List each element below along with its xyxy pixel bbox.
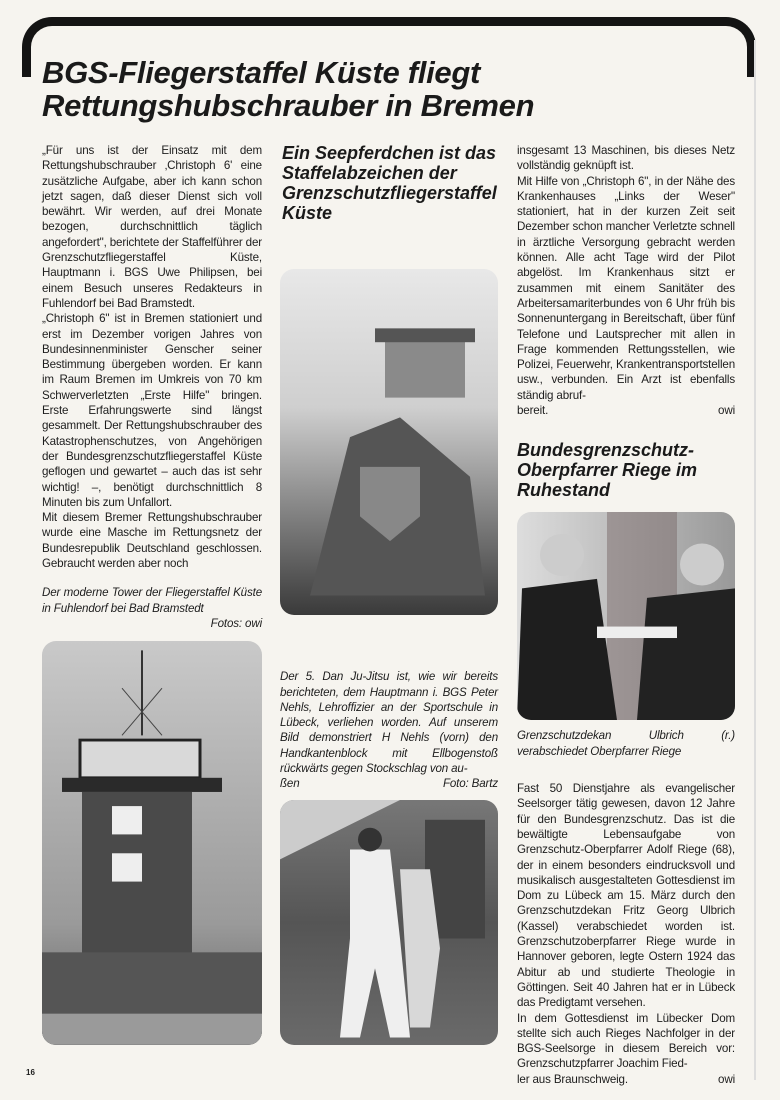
paragraph: „Christoph 6" ist in Bremen stationiert und erst im Dezember vorigen Jahres von Bundesinnenminister Genscher seiner Bestimmung übergeben worden. Er kann im Raum Bremen im Umkreis von 70 km Schwerverletzten „Erste Hilfe" bringen. Erste Erfahrungswerte sind längst gesammelt. Der Rettungshubschrauber des Katastrophenschutzes, von Angehörigen der Bundesgrenzschutzfliegerstaffel Küste geflogen und gewartet – auch das ist sehr wichtig! –, benötigt durchschnittlich 8 Minuten bis zum Unfallort. bbox=[42, 312, 262, 509]
tower-photo bbox=[42, 641, 262, 1045]
caption-text: Der 5. Dan Ju-Jitsu ist, wie wir bereits berichteten, dem Hauptmann i. BGS Peter Nehls, Lehroffizier an der Sportschule in Lübeck, verliehen worden. Auf unserem Bild demonstriert H Nehls (vorn) den Handkantenblock mit Ellbogenstoß rückwärts gegen Stockschlag von au- bbox=[280, 670, 498, 776]
article-column-1 bbox=[42, 143, 262, 571]
paragraph: Mit diesem Bremer Rettungshubschrauber wurde eine Masche im Rettungsnetz der Bundesrepublik Deutschland geschlossen. Gebraucht werden aber noch bbox=[42, 511, 262, 571]
jujitsu-illustration bbox=[280, 800, 498, 1045]
tower-illustration bbox=[42, 641, 262, 1045]
headline bbox=[42, 56, 752, 122]
column-2 bbox=[280, 143, 498, 1045]
paragraph-end: ler aus Braunschweig. bbox=[517, 1072, 628, 1086]
headline-line-2: Rettungshubschrauber in Bremen bbox=[42, 88, 535, 123]
riege-article bbox=[517, 781, 735, 1087]
column-3 bbox=[517, 143, 735, 1087]
stone-illustration bbox=[280, 269, 498, 615]
jujitsu-caption bbox=[280, 669, 498, 791]
priests-caption: Grenzschutzdekan Ulbrich (r.) verabschiedet Oberpfarrer Riege bbox=[517, 729, 735, 758]
author-signature: owi bbox=[718, 1072, 735, 1086]
photo-credit: Foto: Bartz bbox=[442, 777, 498, 791]
column-1 bbox=[42, 143, 262, 1045]
paragraph: „Für uns ist der Einsatz mit dem Rettungshubschrauber ‚Christoph 6' eine zusätzliche Aufgabe, aber ich kann schon jetzt sagen, daß dieser Dienst sich voll bewährt. Wir werden, auf drei Monate bezogen, durchschnittlich täglich angefordert", berichtete der Staffelführer der Grenzschutzfliegerstaffel Küste, Hauptmann i. BGS Uwe Philipsen, bei einem Besuch unseres Redakteurs in Fuhlendorf bei Bad Bramstedt. bbox=[42, 144, 262, 310]
paragraph: Fast 50 Dienstjahre als evangelischer Seelsorger tätig gewesen, davon 12 Jahre für den Bundesgrenzschutz. Das ist die bewältigte Lebensaufgabe von Grenzschutz-Oberpfarrer Adolf Riege (68), der in einem besonders eindrucksvoll und musikalisch ausgestalteten Gottesdienst im Dom zu Lübeck am 15. März durch den Grenzschutzdekan Fritz Georg Ulbrich (Kassel) verabschiedet worden ist. Grenzschutzoberpfarrer Riege wurde in Hannover geboren, legte Ostern 1924 das Abitur ab und studierte Theologie in Göttingen. Seit 40 Jahren hat er in Lübeck das Predigtamt versehen. bbox=[517, 782, 735, 1010]
author-signature: owi bbox=[718, 404, 735, 418]
paragraph: In dem Gottesdienst im Lübecker Dom stellte sich auch Rieges Nachfolger in der BGS-Seelsorge in diesem Bereich vor: Grenzschutzpfarrer Joachim Fied- bbox=[517, 1011, 735, 1071]
caption-text: Der moderne Tower der Fliegerstaffel Küste in Fuhlendorf bei Bad Bramstedt bbox=[42, 586, 262, 615]
paragraph: insgesamt 13 Maschinen, bis dieses Netz vollständig geknüpft ist. bbox=[517, 144, 735, 173]
badge-stone-photo bbox=[280, 269, 498, 615]
riege-heading: Bundesgrenzschutz-Oberpfarrer Riege im Ruhestand bbox=[517, 440, 698, 501]
paragraph: Mit Hilfe von „Christoph 6", in der Nähe des Krankenhauses „Links der Weser" stationiert, hat in der kurzen Zeit seit Dezember schon mancher Verletzte schnell in ärztliche Versorgung gebracht werden können. Alle acht Tage wird der Pilot abgelöst. Im Krankenhaus sitzt er zusammen mit einem Sanitäter des Arbeitersamariterbundes von 6 Uhr früh bis Sonnenuntergang in Bereitschaft, über fünf Telefone und Lautsprecher mit allen in Frage kommenden Rettungsstellen, wie Polizei, Feuerwehr, Krankentransportstellen usw., verbunden. Ein Arzt ist ebenfalls ständig abruf- bbox=[517, 174, 735, 402]
seepferdchen-heading: Ein Seepferdchen ist das Staffelabzeichen der Grenzschutzfliegerstaffel Küste bbox=[282, 143, 497, 223]
tower-caption bbox=[42, 585, 262, 631]
photo-credit: Fotos: owi bbox=[210, 616, 262, 630]
page-edge bbox=[754, 40, 756, 1080]
jujitsu-photo bbox=[280, 800, 498, 1045]
caption-text-end: ßen bbox=[280, 777, 300, 791]
headline-line-1: BGS-Fliegerstaffel Küste fliegt bbox=[42, 55, 480, 90]
page-number: 16 bbox=[26, 1068, 35, 1077]
article-column-3 bbox=[517, 143, 735, 418]
priests-illustration bbox=[517, 512, 735, 720]
priests-photo bbox=[517, 512, 735, 720]
paragraph-end: bereit. bbox=[517, 404, 549, 418]
